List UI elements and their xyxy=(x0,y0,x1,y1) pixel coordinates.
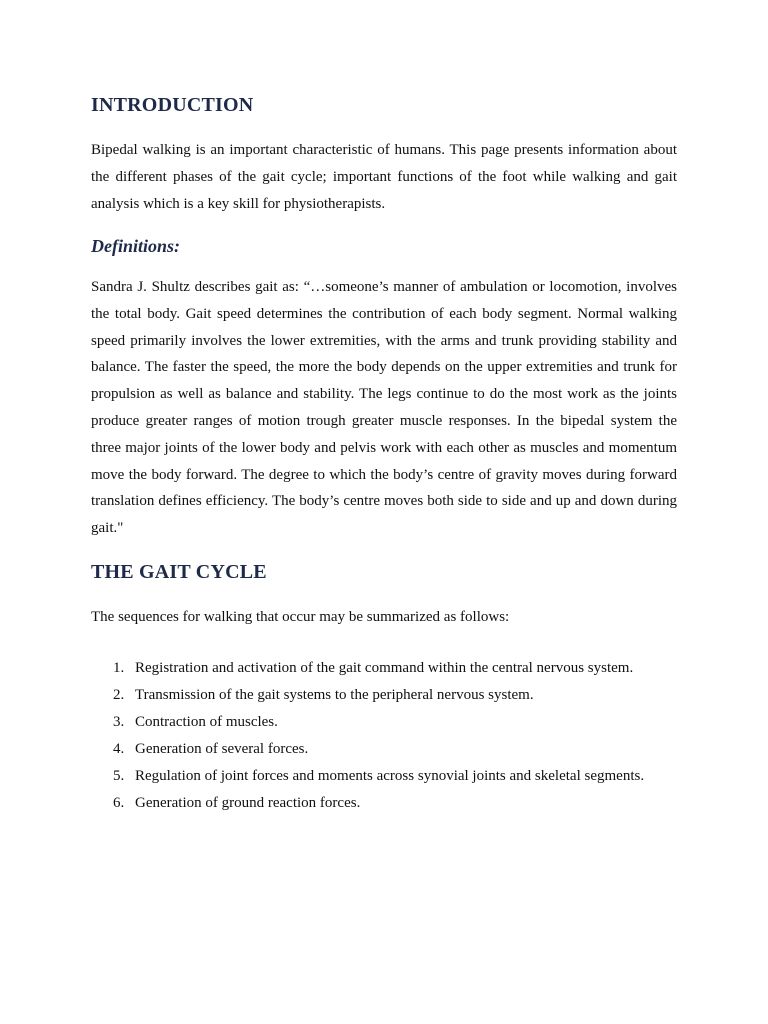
list-item-text: Contraction of muscles. xyxy=(135,714,278,730)
list-item-number: 4. xyxy=(113,741,125,757)
introduction-paragraph: Bipedal walking is an important characteristic of humans. This page presents information about the different phases of the gait cycle; important functions of the foot while walking and gait analysis which is a key skill for physiotherapists. xyxy=(91,142,677,212)
list-item-text: Transmission of the gait systems to the peripheral nervous system. xyxy=(135,687,534,703)
list-item-number: 1. xyxy=(113,660,125,676)
gait-cycle-heading: THE GAIT CYCLE xyxy=(91,561,267,583)
definitions-paragraph: Sandra J. Shultz describes gait as: “…someone’s manner of ambulation or locomotion, involves the total body. Gait speed determines the contribution of each body segment. Normal walking speed primarily involves the lower extremities, with the arms and trunk providing stability and balance. The faster the speed, the more the body depends on the upper extremities and trunk for propulsion as well as balance and stability. The legs continue to do the most work as the joints produce greater ranges of motion trough greater muscle responses. In the bipedal system the three major joints of the lower body and pelvis work with each other as muscles and momentum move the body forward. The degree to which the body’s centre of gravity moves during forward translation defines efficiency. The body’s centre moves both side to side and up and down during gait." xyxy=(91,279,677,537)
list-item-text: Generation of several forces. xyxy=(135,741,309,757)
introduction-heading: INTRODUCTION xyxy=(91,94,254,116)
gait-sequence-list xyxy=(91,655,691,817)
list-item-number: 3. xyxy=(113,714,125,730)
list-item-number: 5. xyxy=(113,768,125,784)
gait-cycle-intro: The sequences for walking that occur may be summarized as follows: xyxy=(91,609,510,625)
list-item-text: Generation of ground reaction forces. xyxy=(135,795,361,811)
list-item-number: 6. xyxy=(113,795,125,811)
list-item xyxy=(91,682,691,709)
list-item-text: Registration and activation of the gait command within the central nervous system. xyxy=(135,660,634,676)
definitions-heading: Definitions: xyxy=(91,236,181,256)
list-item-text: Regulation of joint forces and moments across synovial joints and skeletal segments. xyxy=(135,768,645,784)
list-item xyxy=(91,709,691,736)
list-item xyxy=(91,763,691,790)
list-item-number: 2. xyxy=(113,687,125,703)
list-item xyxy=(91,790,691,817)
list-item xyxy=(91,655,691,682)
list-item xyxy=(91,736,691,763)
